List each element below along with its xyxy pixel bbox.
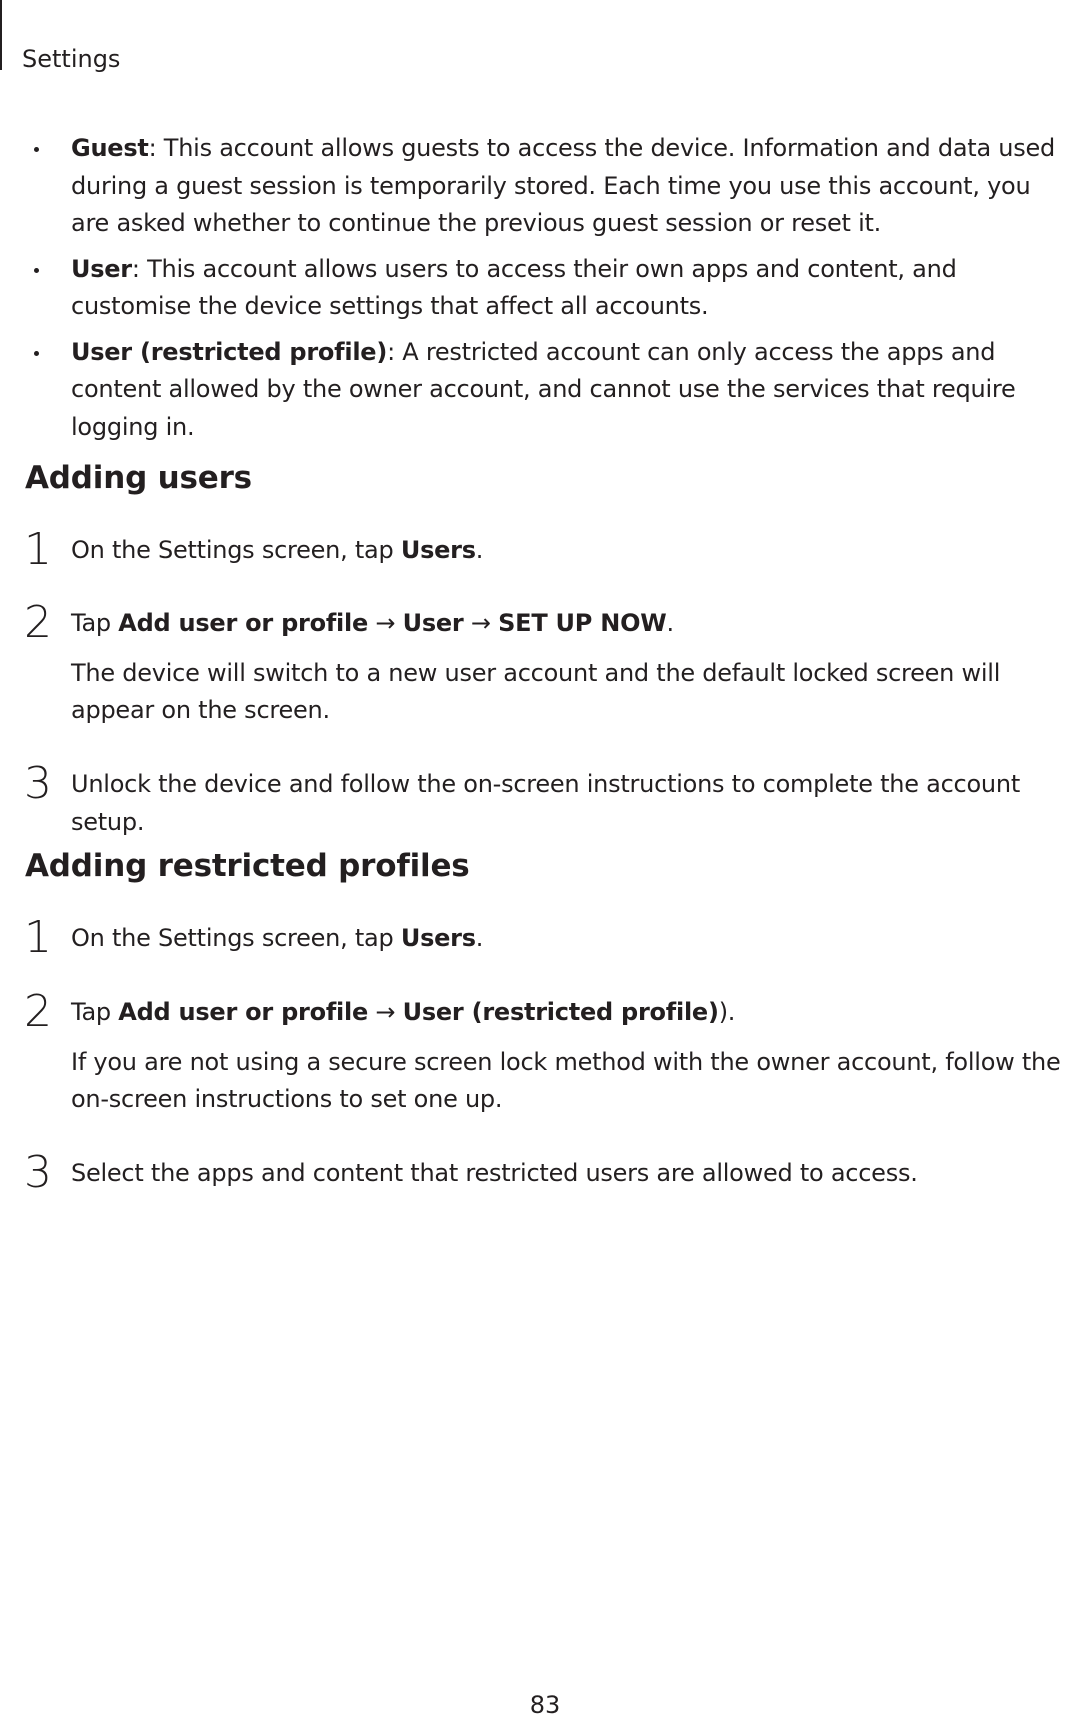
step-1-adding-restricted xyxy=(0,912,1070,963)
step-2-adding-users xyxy=(0,597,1070,730)
step-note: If you are not using a secure screen lock method with the owner account, follow the on-screen instructions to set one up. xyxy=(71,1047,1061,1113)
bullet-term: Guest xyxy=(71,134,149,162)
step-number: 1 xyxy=(24,912,52,963)
bullet-icon xyxy=(34,268,39,273)
ui-term: User (restricted profile) xyxy=(402,998,719,1026)
header-rule xyxy=(0,0,2,70)
bullet-description: : A restricted account can only access the apps and content allowed by the owner account, and cannot use the services that require logging in. xyxy=(71,337,1016,441)
step-note: The device will switch to a new user account and the default locked screen will appear on the screen. xyxy=(71,658,1001,724)
ui-term: Users xyxy=(400,924,476,952)
page-number: 83 xyxy=(529,1691,561,1719)
list-item xyxy=(0,130,1070,243)
step-text: . xyxy=(475,536,484,564)
step-2-adding-restricted xyxy=(0,986,1070,1119)
bullet-term: User xyxy=(71,254,132,283)
step-3-adding-users xyxy=(0,758,1070,841)
step-text: On the Settings screen, tap xyxy=(71,536,401,564)
step-text: Select the apps and content that restricted users are allowed to access. xyxy=(71,1159,918,1187)
arrow-separator: → xyxy=(368,998,403,1026)
bullet-icon xyxy=(34,147,39,152)
bullet-icon xyxy=(34,351,39,356)
section-title-adding-restricted-profiles: Adding restricted profiles xyxy=(25,848,470,884)
bullet-term: User (restricted profile) xyxy=(71,337,388,366)
step-number: 2 xyxy=(24,986,52,1037)
step-text: On the Settings screen, tap xyxy=(71,924,401,952)
ui-term: Users xyxy=(400,536,476,564)
step-1-adding-users xyxy=(0,524,1070,575)
step-number: 3 xyxy=(24,758,52,809)
ui-term: SET UP NOW xyxy=(498,609,667,637)
ui-term: User xyxy=(402,609,464,637)
arrow-separator: → xyxy=(463,609,499,637)
step-text: ). xyxy=(718,998,736,1026)
step-text: . xyxy=(475,924,484,952)
step-text: Unlock the device and follow the on-screen instructions to complete the account setup. xyxy=(71,770,1021,836)
bullet-description: : This account allows users to access their own apps and content, and customise the device settings that affect all accounts. xyxy=(71,254,957,320)
list-item xyxy=(0,251,1070,326)
step-text: . xyxy=(666,609,674,637)
step-3-adding-restricted xyxy=(0,1147,1070,1198)
ui-term: Add user or profile xyxy=(118,998,368,1026)
step-number: 1 xyxy=(24,524,52,575)
step-text: Tap xyxy=(71,998,119,1026)
step-number: 3 xyxy=(24,1147,52,1198)
step-number: 2 xyxy=(24,597,52,648)
account-type-list xyxy=(0,130,1070,454)
ui-term: Add user or profile xyxy=(118,609,368,637)
bullet-description: : This account allows guests to access the device. Information and data used during a guest session is temporarily stored. Each time you use this account, you are asked whether to continue the previous guest session or reset it. xyxy=(71,134,1056,237)
arrow-separator: → xyxy=(368,609,403,637)
step-text: Tap xyxy=(71,609,119,637)
page-header-title: Settings xyxy=(22,45,121,73)
section-title-adding-users: Adding users xyxy=(25,460,252,496)
list-item xyxy=(0,334,1070,447)
